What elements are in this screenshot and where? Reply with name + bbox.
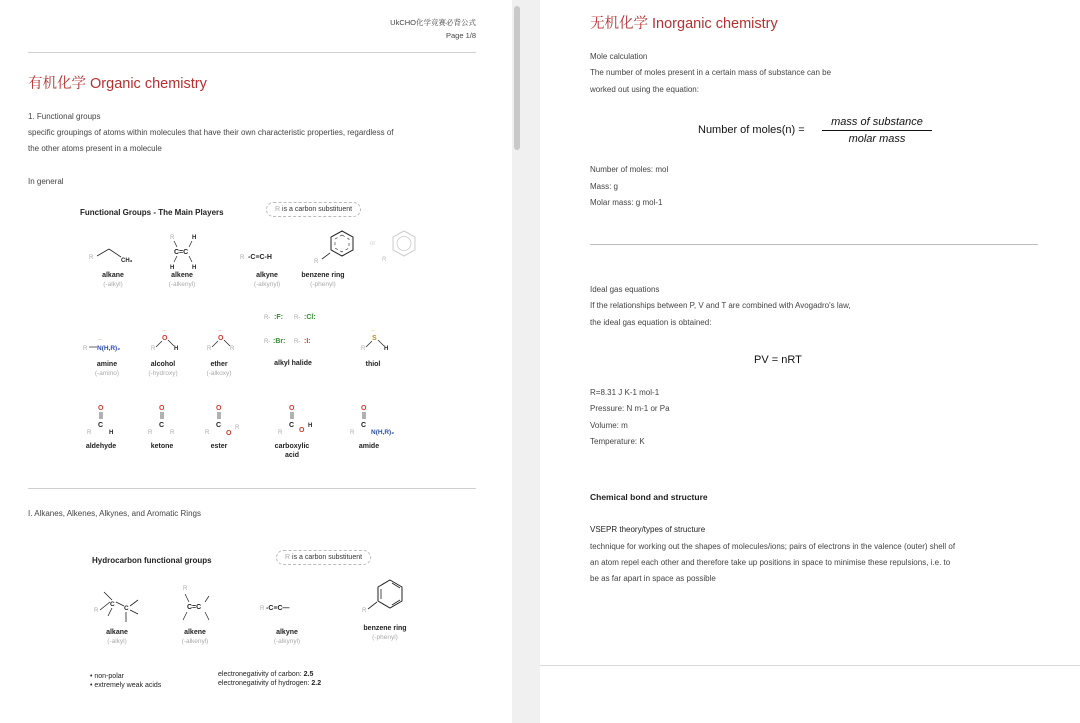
- svg-text:H: H: [170, 265, 175, 271]
- units-mass: Mass: g: [590, 182, 619, 191]
- badge-r-symbol: R: [275, 206, 281, 213]
- ideal-gas-heading: Ideal gas equations: [590, 285, 660, 294]
- svg-text:R: R: [240, 255, 245, 261]
- group-carboxylic-acid: [257, 400, 327, 460]
- alkyl-halide-structure-icon: [258, 303, 328, 359]
- group-name: amine: [96, 361, 118, 368]
- hc-alkyne-structure-icon: [252, 582, 322, 628]
- svg-text:R: R: [361, 346, 366, 352]
- svg-text:CH₃: CH₃: [121, 258, 133, 264]
- vsepr-line-1: technique for working out the shapes of molecules/ions; pairs of electrons in the valence (outer) shell of: [590, 542, 956, 551]
- page-header: [390, 16, 476, 42]
- amide-structure-icon: [334, 400, 404, 442]
- svg-text:R: R: [170, 235, 175, 241]
- svg-text:C: C: [110, 601, 115, 608]
- en-carbon-value: 2.5: [303, 671, 314, 678]
- svg-text:O: O: [216, 405, 222, 412]
- svg-text:C: C: [216, 422, 222, 429]
- alkyne-structure-icon: [232, 235, 302, 271]
- formula-denominator: molar mass: [848, 133, 906, 145]
- group-substituent: (-amino): [94, 370, 120, 377]
- hydrocarbons-heading: I. Alkanes, Alkenes, Alkynes, and Aromatic Rings: [28, 509, 201, 518]
- svg-text:O: O: [289, 405, 295, 412]
- bullet-weak-acids: • extremely weak acids: [90, 682, 162, 689]
- figure1-title: Functional Groups - The Main Players: [80, 208, 224, 217]
- gas-constant: R=8.31 J K-1 mol-1: [590, 388, 660, 397]
- svg-text:R: R: [94, 608, 99, 614]
- bullet-non-polar: • non-polar: [90, 673, 124, 680]
- group-name: alkyl halide: [274, 360, 312, 367]
- group-name: aldehyde: [85, 443, 117, 450]
- group-name: benzene ring: [301, 272, 345, 279]
- ether-structure-icon: [189, 325, 249, 360]
- svg-text:O: O: [226, 430, 232, 437]
- section-divider: [28, 488, 476, 489]
- section-divider: [590, 244, 1038, 245]
- group-thiol: [338, 325, 408, 369]
- units-pressure: Pressure: N m-1 or Pa: [590, 404, 670, 413]
- svg-text:R: R: [207, 346, 212, 352]
- group-name: thiol: [365, 361, 381, 368]
- group-amide: [334, 400, 404, 451]
- group-name: carboxylic acid: [274, 443, 310, 459]
- left-page: [0, 0, 512, 723]
- group-substituent: (-alkenyl): [168, 281, 196, 288]
- en-hydrogen-value: 2.2: [311, 680, 322, 687]
- svg-text:-C≡C-H: -C≡C-H: [248, 254, 272, 261]
- functional-groups-desc-2: the other atoms present in a molecule: [28, 144, 162, 153]
- svg-text::F:: :F:: [274, 314, 283, 321]
- ester-structure-icon: [189, 400, 249, 442]
- hc-group-alkyne: [252, 582, 322, 646]
- in-general-label: In general: [28, 177, 64, 186]
- svg-text:··: ··: [98, 337, 102, 343]
- svg-text:··: ··: [218, 328, 222, 334]
- svg-text:H: H: [308, 423, 313, 429]
- svg-text:R-: R-: [264, 315, 271, 321]
- functional-groups-heading: 1. Functional groups: [28, 112, 101, 121]
- group-name: alcohol: [150, 361, 176, 368]
- ideal-gas-formula: PV = nRT: [754, 354, 802, 366]
- svg-text:N(H,R)₂: N(H,R)₂: [97, 345, 121, 352]
- svg-text:R: R: [148, 430, 153, 436]
- group-name: alkane: [106, 629, 128, 636]
- svg-text:H: H: [174, 346, 179, 352]
- mole-calc-line-1: The number of moles present in a certain mass of substance can be: [590, 68, 832, 77]
- group-substituent: (-alkyl): [107, 638, 127, 645]
- group-name: ester: [210, 443, 228, 450]
- ideal-gas-line-2: the ideal gas equation is obtained:: [590, 318, 712, 327]
- moles-formula-fraction: [822, 116, 932, 145]
- svg-text:S: S: [372, 335, 377, 342]
- group-name: amide: [358, 443, 380, 450]
- svg-text:R: R: [230, 346, 235, 352]
- en-carbon-label: electronegativity of carbon:: [218, 671, 302, 678]
- aldehyde-structure-icon: [71, 400, 131, 442]
- group-name: ether: [210, 361, 228, 368]
- hc-group-benzene-ring: [350, 574, 420, 642]
- units-temperature: Temperature: K: [590, 437, 645, 446]
- group-benzene-ring: [301, 225, 387, 289]
- inorganic-section-title: 无机化学 Inorganic chemistry: [590, 16, 778, 32]
- figure1-r-badge: [266, 202, 361, 217]
- svg-text:R-: R-: [264, 339, 271, 345]
- hc-group-alkane: [82, 582, 152, 646]
- functional-groups-desc-1: specific groupings of atoms within molecules that have their own characteristic properties, regardless of: [28, 128, 394, 137]
- ketone-structure-icon: [132, 400, 192, 442]
- svg-text:O: O: [98, 405, 104, 412]
- svg-text:N(H,R)₂: N(H,R)₂: [371, 429, 395, 436]
- group-substituent: (-phenyl): [310, 281, 336, 288]
- svg-text::I:: :I:: [304, 338, 311, 345]
- svg-text:C=C: C=C: [187, 604, 202, 611]
- group-substituent: (-alkenyl): [181, 638, 209, 645]
- svg-text:C=C: C=C: [174, 249, 189, 256]
- chemical-bond-heading: Chemical bond and structure: [590, 492, 708, 502]
- badge-text: is a carbon substituent: [292, 554, 363, 561]
- svg-text:R-: R-: [294, 339, 301, 345]
- svg-text:R: R: [151, 346, 156, 352]
- svg-text:-C≡C—: -C≡C—: [266, 605, 290, 612]
- hc-alkene-structure-icon: [165, 582, 225, 628]
- mole-calc-line-2: worked out using the equation:: [590, 85, 699, 94]
- vsepr-line-2: an atom repel each other and therefore take up positions in space to minimise these repulsions, i.e. to: [590, 558, 951, 567]
- badge-r-symbol: R: [285, 554, 291, 561]
- hydrocarbon-properties: [90, 672, 161, 690]
- header-title: UkCHO化学竞赛必背公式: [390, 18, 476, 27]
- formula-numerator: mass of substance: [831, 116, 923, 128]
- svg-text::Br:: :Br:: [273, 338, 286, 345]
- figure2-title: Hydrocarbon functional groups: [92, 556, 212, 565]
- svg-text:H: H: [109, 430, 114, 436]
- group-ether: [184, 325, 254, 378]
- group-substituent: (-phenyl): [372, 634, 398, 641]
- svg-text:C: C: [124, 605, 129, 612]
- svg-text:R: R: [382, 257, 387, 263]
- svg-text:R: R: [83, 346, 88, 352]
- vsepr-heading: VSEPR theory/types of structure: [590, 525, 706, 534]
- header-divider: [28, 52, 476, 53]
- group-name: alkane: [102, 272, 124, 279]
- svg-text:C: C: [361, 422, 367, 429]
- hc-benzene-structure-icon: [350, 574, 420, 624]
- group-name: alkene: [184, 629, 206, 636]
- organic-section-title: 有机化学 Organic chemistry: [28, 76, 207, 92]
- svg-text:C: C: [289, 422, 295, 429]
- svg-text:R: R: [278, 430, 283, 436]
- svg-text:··: ··: [371, 328, 375, 334]
- units-molar-mass: Molar mass: g mol-1: [590, 198, 663, 207]
- svg-text:R: R: [89, 255, 94, 261]
- svg-text:O: O: [159, 405, 165, 412]
- group-substituent: (-alkoxy): [206, 370, 232, 377]
- fraction-bar: [822, 130, 932, 131]
- svg-text:R-: R-: [294, 315, 301, 321]
- group-ester: [184, 400, 254, 451]
- thiol-structure-icon: [343, 325, 403, 360]
- mole-calc-heading: Mole calculation: [590, 52, 648, 61]
- svg-text:R: R: [314, 259, 319, 265]
- group-name: ketone: [150, 443, 174, 450]
- figure2-r-badge: [276, 550, 371, 565]
- svg-text:R: R: [350, 430, 355, 436]
- svg-text:R: R: [87, 430, 92, 436]
- svg-text:H: H: [192, 235, 197, 241]
- benzene-structure-icon: [308, 225, 418, 271]
- group-name: alkyne: [256, 272, 278, 279]
- right-page: [540, 0, 1080, 723]
- svg-text:R: R: [362, 608, 367, 614]
- svg-text:··: ··: [162, 328, 166, 334]
- hc-alkane-structure-icon: [82, 582, 152, 628]
- units-volume: Volume: m: [590, 421, 628, 430]
- group-substituent: (-alkynyl): [253, 281, 281, 288]
- hc-group-alkene: [160, 582, 230, 646]
- group-name: alkyne: [276, 629, 298, 636]
- svg-text:H: H: [384, 346, 389, 352]
- svg-text:O: O: [218, 335, 224, 342]
- en-carbon-row: [218, 670, 321, 679]
- svg-text:O: O: [299, 427, 305, 434]
- carboxylic-acid-structure-icon: [262, 400, 322, 442]
- group-substituent: (-alkynyl): [273, 638, 301, 645]
- svg-text:R: R: [260, 606, 265, 612]
- group-aldehyde: [66, 400, 136, 451]
- moles-formula-lhs: Number of moles(n) =: [698, 124, 805, 136]
- svg-text::Cl:: :Cl:: [304, 314, 316, 321]
- svg-text:R: R: [235, 425, 240, 431]
- electronegativity-info: [218, 670, 321, 688]
- en-hydrogen-row: [218, 679, 321, 688]
- hydrocarbon-groups-figure: [0, 540, 512, 723]
- alkene-structure-icon: [152, 231, 212, 271]
- svg-text:or: or: [370, 241, 376, 247]
- group-alkene: [147, 231, 217, 289]
- svg-text:C: C: [159, 422, 165, 429]
- units-moles: Number of moles: mol: [590, 165, 669, 174]
- ideal-gas-line-1: If the relationships between P, V and T are combined with Avogadro's law,: [590, 301, 851, 310]
- svg-text:H: H: [192, 265, 197, 271]
- alkane-structure-icon: [83, 235, 143, 271]
- group-alkane: [78, 235, 148, 289]
- group-substituent: (-hydroxy): [148, 370, 178, 377]
- vsepr-line-3: be as far apart in space as possible: [590, 574, 716, 583]
- group-substituent: (-alkyl): [103, 281, 123, 288]
- badge-text: is a carbon substituent: [282, 206, 353, 213]
- svg-text:C: C: [98, 422, 104, 429]
- header-page-number: Page 1/8: [445, 31, 476, 40]
- svg-text:R: R: [170, 430, 175, 436]
- svg-text:O: O: [162, 335, 168, 342]
- page-bottom-divider: [540, 665, 1080, 666]
- svg-text:R: R: [183, 586, 188, 592]
- group-name: benzene ring: [363, 625, 407, 632]
- en-hydrogen-label: electronegativity of hydrogen:: [218, 680, 310, 687]
- vertical-scrollbar[interactable]: [514, 6, 520, 150]
- svg-text:O: O: [361, 405, 367, 412]
- svg-text:R: R: [205, 430, 210, 436]
- functional-groups-figure: [0, 195, 512, 475]
- group-name: alkene: [171, 272, 193, 279]
- group-alkyl-halide: [258, 303, 328, 368]
